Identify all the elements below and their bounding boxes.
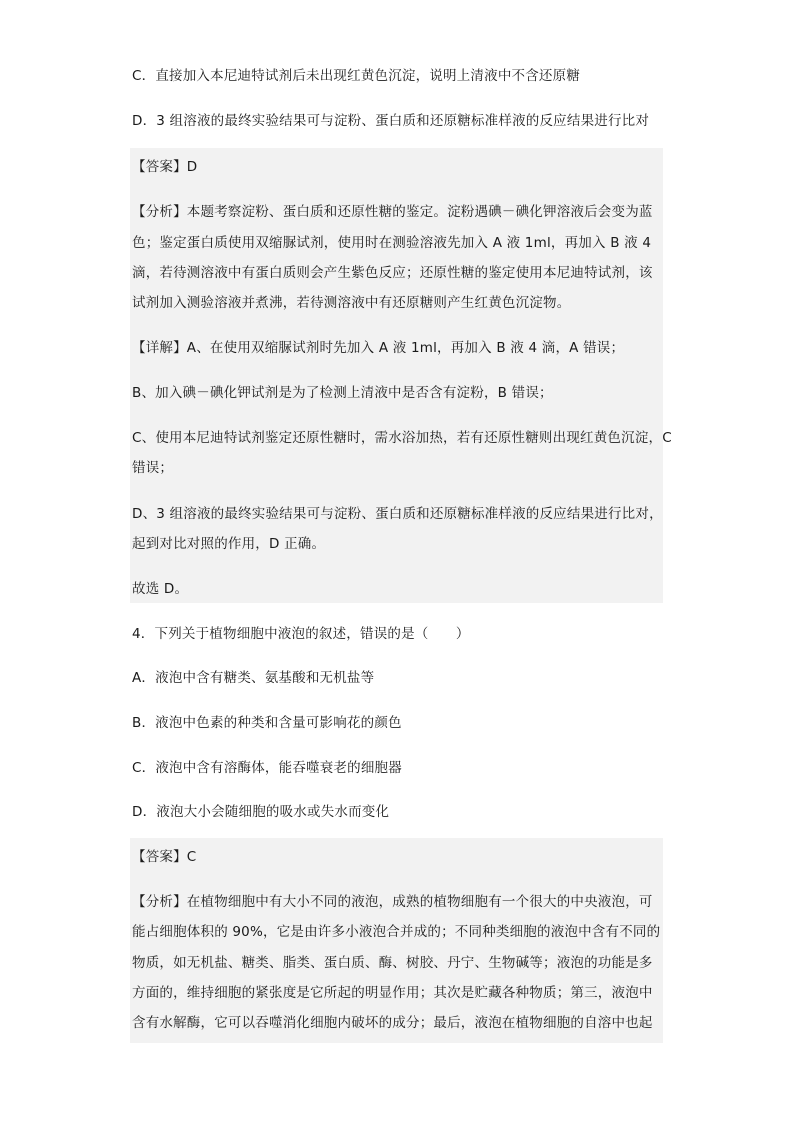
q3-analysis-line-1: 【分析】本题考察淀粉、蛋白质和还原性糖的鉴定。淀粉遇碘－碘化钾溶液后会变为蓝 — [132, 204, 653, 220]
q4-option-c: C．液泡中含有溶酶体，能吞噬衰老的细胞器 — [132, 760, 402, 776]
q4-analysis-line-3: 物质，如无机盐、糖类、脂类、蛋白质、酶、树胶、丹宁、生物碱等；液泡的功能是多 — [132, 955, 653, 971]
q3-answer: 【答案】D — [132, 159, 198, 175]
q4-stem: 4．下列关于植物细胞中液泡的叙述，错误的是（ ） — [132, 626, 470, 642]
q3-detail-line-4: 错误； — [132, 460, 174, 476]
q3-detail-line-1: 【详解】A、在使用双缩脲试剂时先加入 A 液 1ml，再加入 B 液 4 滴，A 错误； — [132, 340, 625, 356]
q3-analysis-line-2: 色；鉴定蛋白质使用双缩脲试剂，使用时在测验溶液先加入 A 液 1ml，再加入 B 液 4 — [132, 235, 652, 251]
q3-detail-line-5: D、3 组溶液的最终实验结果可与淀粉、蛋白质和还原糖标准样液的反应结果进行比对， — [132, 506, 663, 522]
q4-option-d: D．液泡大小会随细胞的吸水或失水而变化 — [132, 804, 390, 820]
q4-analysis-line-2: 能占细胞体积的 90%，它是由许多小液泡合并成的；不同种类细胞的液泡中含有不同的 — [132, 924, 661, 940]
q4-answer: 【答案】C — [132, 849, 197, 865]
q3-analysis-line-3: 滴，若待测溶液中有蛋白质则会产生紫色反应；还原性糖的鉴定使用本尼迪特试剂，该 — [132, 265, 653, 281]
q3-detail-line-2: B、加入碘－碘化钾试剂是为了检测上清液中是否含有淀粉，B 错误； — [132, 385, 553, 401]
q3-detail-line-3: C、使用本尼迪特试剂鉴定还原性糖时，需水浴加热，若有还原性糖则出现红黄色沉淀，C — [132, 430, 672, 446]
q4-analysis-line-5: 含有水解酶，它可以吞噬消化细胞内破坏的成分；最后，液泡在植物细胞的自溶中也起 — [132, 1015, 653, 1031]
q3-detail-line-6: 起到对比对照的作用，D 正确。 — [132, 536, 326, 552]
q4-option-a: A．液泡中含有糖类、氨基酸和无机盐等 — [132, 670, 375, 686]
q3-option-d: D．3 组溶液的最终实验结果可与淀粉、蛋白质和还原糖标准样液的反应结果进行比对 — [132, 113, 650, 129]
q3-conclusion: 故选 D。 — [132, 581, 189, 597]
q4-analysis-line-4: 方面的，维持细胞的紧张度是它所起的明显作用；其次是贮藏各种物质；第三，液泡中 — [132, 985, 653, 1001]
q4-option-b: B．液泡中色素的种类和含量可影响花的颜色 — [132, 715, 402, 731]
q4-analysis-line-1: 【分析】在植物细胞中有大小不同的液泡，成熟的植物细胞有一个很大的中央液泡，可 — [132, 894, 653, 910]
q3-analysis-line-4: 试剂加入测验溶液并煮沸，若待测溶液中有还原糖则产生红黄色沉淀物。 — [132, 295, 571, 311]
q3-option-c: C．直接加入本尼迪特试剂后未出现红黄色沉淀，说明上清液中不含还原糖 — [132, 68, 581, 84]
